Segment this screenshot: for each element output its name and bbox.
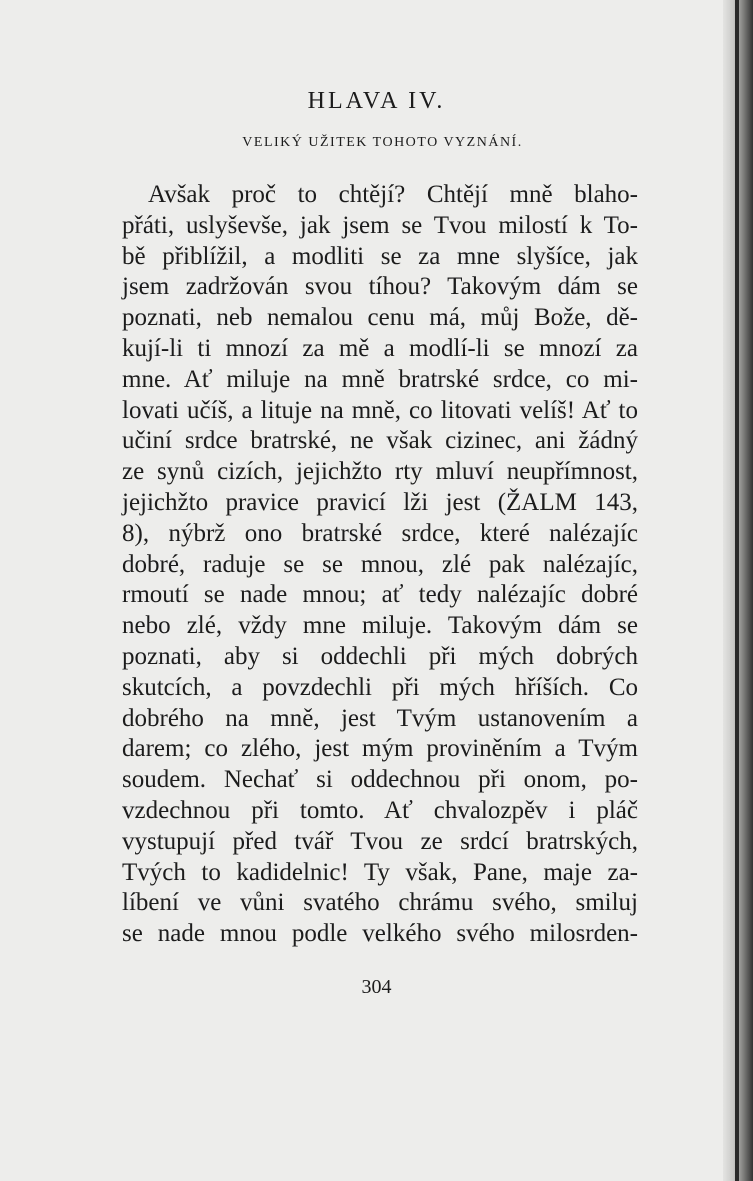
text-line: poznati, aby si oddechli při mých dobrých [122, 642, 638, 670]
text-line: rmoutí se nade mnou; ať tedy nalézajíc dobré [122, 581, 638, 609]
text-line: dobré, raduje se se mnou, zlé pak nalézajíc, [122, 550, 638, 578]
text-line: nebo zlé, vždy mne miluje. Takovým dám se [122, 612, 638, 640]
text-line: dobrého na mně, jest Tvým ustanovením a [122, 704, 638, 732]
chapter-title: HLAVA IV. [307, 88, 446, 114]
text-line: kují-li ti mnozí za mě a modlí-li se mnozí za [122, 334, 638, 362]
text-line: jsem zadržován svou tíhou? Takovým dám se [122, 273, 638, 301]
page-edge-line [735, 0, 739, 1181]
text-line: Tvých to kadidelnic! Ty však, Pane, maje za- [122, 858, 638, 886]
text-line: Avšak proč to chtějí? Chtějí mně blaho- [148, 181, 638, 208]
text-line: darem; co zlého, jest mým proviněním a Tvým [122, 735, 638, 763]
chapter-subtitle: VELIKÝ UŽITEK TOHOTO VYZNÁNÍ. [242, 135, 523, 150]
text-line: se nade mnou podle velkého svého milosrden- [122, 920, 638, 948]
text-line: jejichžto pravice pravicí lži jest (ŽALM 143, [122, 488, 638, 516]
text-line: vzdechnou při tomto. Ať chvalozpěv i pláč [122, 796, 638, 824]
text-line: skutcích, a povzdechli při mých hříších. Co [122, 673, 638, 701]
text-line: ze synů cizích, jejichžto rty mluví neupřímnost, [122, 458, 638, 486]
text-line: 8), nýbrž ono bratrské srdce, které nalézajíc [122, 519, 638, 547]
text-line: líbení ve vůni svatého chrámu svého, smiluj [122, 889, 638, 917]
text-line: soudem. Nechať si oddechnou při onom, po- [122, 766, 638, 794]
body-text [122, 180, 638, 950]
text-line: učiní srdce bratrské, ne však cizinec, ani žádný [122, 427, 638, 455]
text-line: přáti, uslyševše, jak jsem se Tvou milostí k To- [122, 211, 638, 239]
text-line: vystupují před tvář Tvou ze srdcí bratrských, [122, 827, 638, 855]
text-line: lovati učíš, a lituje na mně, co litovati velíš! Ať to [122, 396, 638, 424]
text-line: mne. Ať miluje na mně bratrské srdce, co mi- [122, 365, 638, 393]
text-line: bě přiblížil, a modliti se za mne slyšíce, jak [122, 242, 638, 270]
page-number: 304 [361, 976, 392, 998]
text-line: poznati, neb nemalou cenu má, můj Bože, dě- [122, 304, 638, 332]
